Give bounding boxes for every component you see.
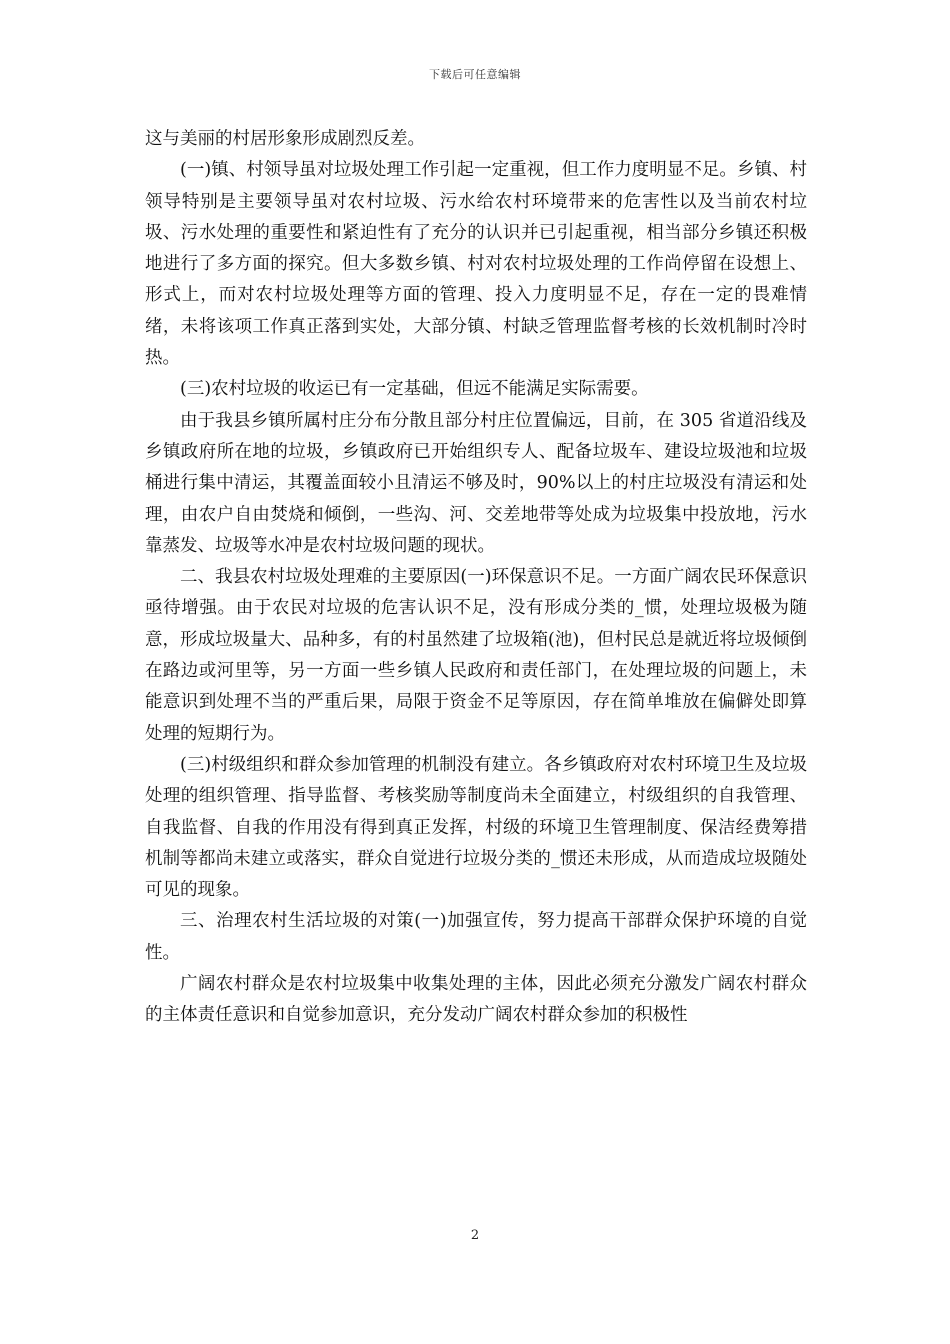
paragraph-8: 广阔农村群众是农村垃圾集中收集处理的主体，因此必须充分激发广阔农村群众的主体责任意识和自觉参加意识，充分发动广阔农村群众参加的积极性 <box>145 974 807 1026</box>
paragraph-1: 这与美丽的村居形象形成剧烈反差。 <box>145 129 425 149</box>
paragraph-3: (三)农村垃圾的收运已有一定基础，但远不能满足实际需要。 <box>180 379 649 400</box>
page-header: 下载后可任意编辑 <box>429 68 521 81</box>
paragraph-5: 二、我县农村垃圾处理难的主要原因(一)环保意识不足。一方面广阔农民环保意识亟待增强。由于农民对垃圾的危害认识不足，没有形成分类的_惯，处理垃圾极为随意，形成垃圾量大、品种多，有的村虽然建了垃圾箱(池)，但村民总是就近将垃圾倾倒在路边或河里等，另一方面一些乡镇人民政府和责任部门，在处理垃圾的问题上，未能意识到处理不当的严重后果，局限于资金不足等原因，存在简单堆放在偏僻处即算处理的短期行为。 <box>145 567 807 744</box>
paragraph-2: (一)镇、村领导虽对垃圾处理工作引起一定重视，但工作力度明显不足。乡镇、村领导特别是主要领导虽对农村垃圾、污水给农村环境带来的危害性以及当前农村垃圾、污水处理的重要性和紧迫性有了充分的认识并已引起重视，相当部分乡镇还积极地进行了多方面的探究。但大多数乡镇、村对农村垃圾处理的工作尚停留在设想上、形式上，而对农村垃圾处理等方面的管理、投入力度明显不足，存在一定的畏难情绪，未将该项工作真正落到实处，大部分镇、村缺乏管理监督考核的长效机制时冷时热。 <box>145 160 807 369</box>
paragraph-7: 三、治理农村生活垃圾的对策(一)加强宣传，努力提高干部群众保护环境的自觉性。 <box>145 911 807 963</box>
paragraph-4: 由于我县乡镇所属村庄分布分散且部分村庄位置偏远，目前，在 305 省道沿线及乡镇政府所在地的垃圾，乡镇政府已开始组织专人、配备垃圾车、建设垃圾池和垃圾桶进行集中清运，其覆盖面较小且清运不够及时，90%以上的村庄垃圾没有清运和处理，由农户自由焚烧和倾倒，一些沟、河、交差地带等处成为垃圾集中投放地，污水靠蒸发、垃圾等水冲是农村垃圾问题的现状。 <box>145 410 807 556</box>
page-number: 2 <box>470 1228 480 1243</box>
paragraph-6: (三)村级组织和群众参加管理的机制没有建立。各乡镇政府对农村环境卫生及垃圾处理的组织管理、指导监督、考核奖励等制度尚未全面建立，村级组织的自我管理、自我监督、自我的作用没有得到真正发挥，村级的环境卫生管理制度、保洁经费筹措机制等都尚未建立或落实，群众自觉进行垃圾分类的_惯还未形成，从而造成垃圾随处可见的现象。 <box>145 754 807 901</box>
document-body <box>145 124 807 1032</box>
